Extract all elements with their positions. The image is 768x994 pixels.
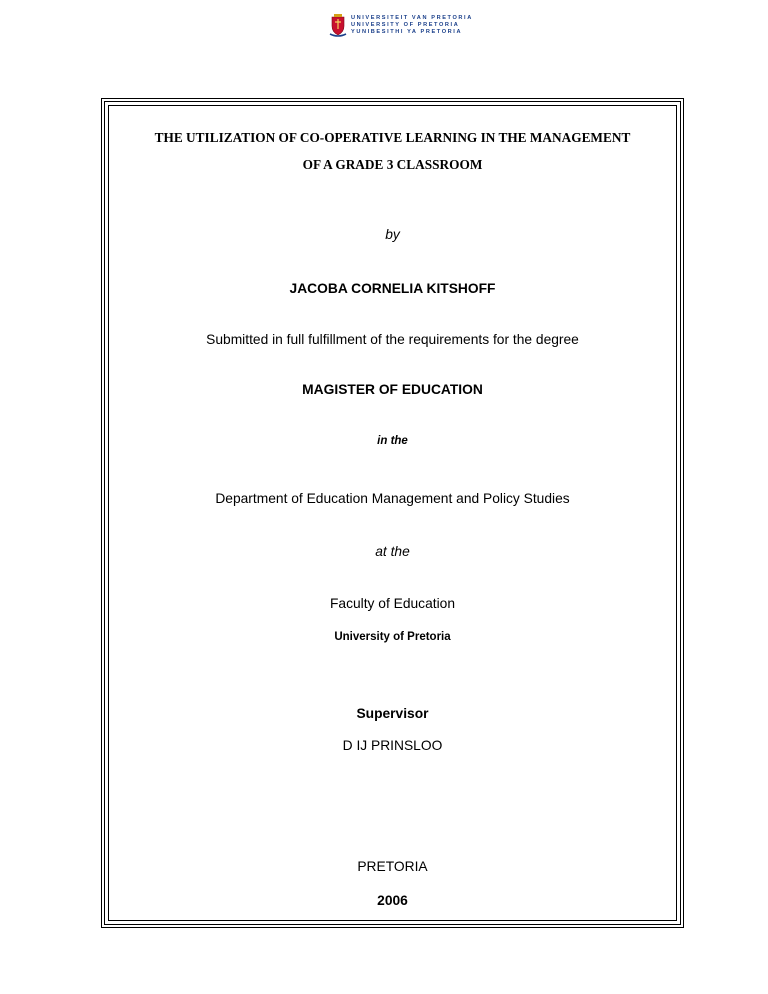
supervisor-name: D IJ PRINSLOO: [342, 738, 443, 753]
at-the-label: at the: [375, 544, 410, 559]
title-page-inner-border: [108, 105, 677, 921]
logo-line-english: UNIVERSITY OF PRETORIA: [351, 21, 460, 28]
university-crest-icon: [329, 13, 347, 37]
thesis-title-line-2: OF A GRADE 3 CLASSROOM: [302, 157, 483, 172]
degree-name: MAGISTER OF EDUCATION: [302, 382, 483, 397]
title-page-frame: [101, 98, 684, 928]
by-label: by: [385, 227, 400, 242]
submission-year: 2006: [377, 893, 408, 908]
logo-line-afrikaans: UNIVERSITEIT VAN PRETORIA: [351, 14, 473, 21]
faculty-name: Faculty of Education: [329, 596, 455, 611]
author-name: JACOBA CORNELIA KITSHOFF: [289, 281, 496, 296]
submission-statement: Submitted in full fulfillment of the requirements for the degree: [206, 332, 579, 347]
university-logo-text: [351, 15, 473, 36]
thesis-title-line-1: THE UTILIZATION OF CO-OPERATIVE LEARNING IN THE MANAGEMENT: [154, 130, 631, 145]
in-the-label: in the: [377, 435, 408, 447]
university-logo: [329, 12, 473, 38]
department-name: Department of Education Management and Policy Studies: [215, 491, 570, 506]
place-of-submission: PRETORIA: [357, 859, 428, 874]
supervisor-label: Supervisor: [356, 706, 429, 721]
logo-line-sepedi: YUNIBESITHI YA PRETORIA: [351, 28, 463, 35]
university-name: University of Pretoria: [334, 631, 451, 643]
